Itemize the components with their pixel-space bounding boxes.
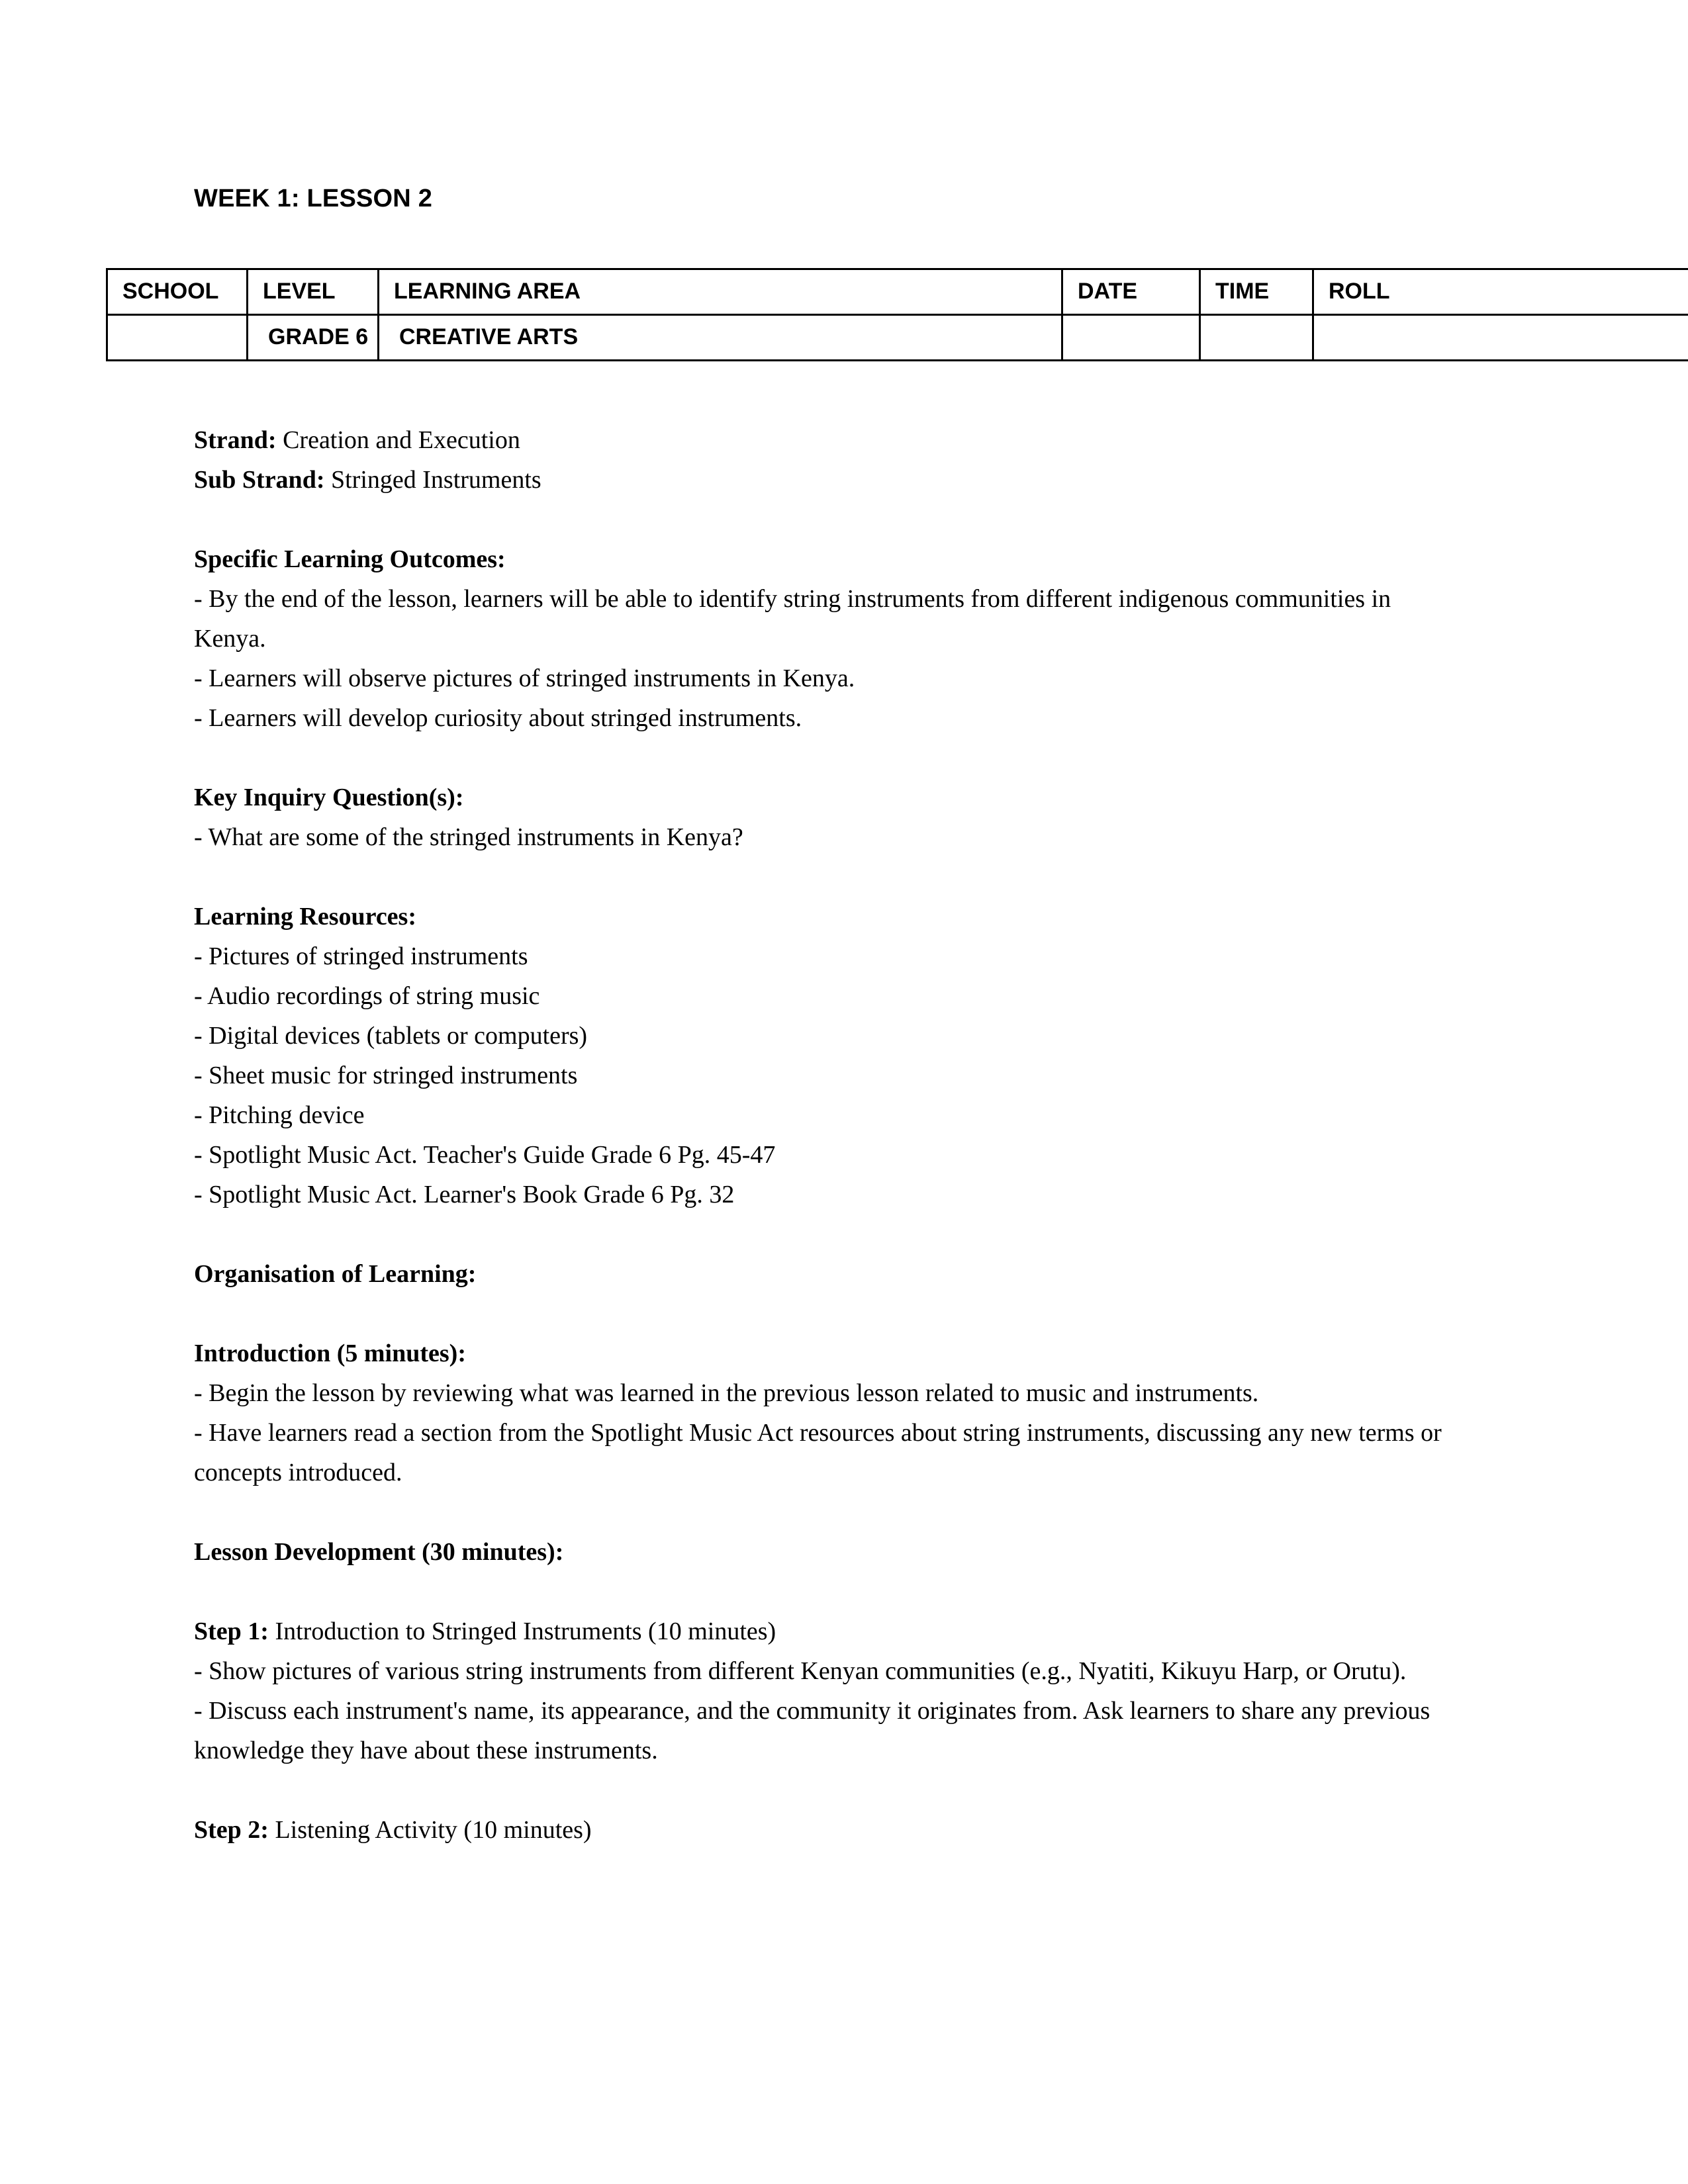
learning-resources-block <box>194 897 1442 1214</box>
table-header-time: TIME <box>1200 269 1313 315</box>
step-2-title: Listening Activity (10 minutes) <box>268 1816 592 1844</box>
table-header-date: DATE <box>1062 269 1200 315</box>
lesson-development-heading: Lesson Development (30 minutes): <box>194 1538 564 1566</box>
key-inquiry-questions-heading: Key Inquiry Question(s): <box>194 784 464 811</box>
step-2-block <box>194 1810 1442 1850</box>
list-item: - Show pictures of various string instruments from different Kenyan communities (e.g., Nyatiti, Kikuyu Harp, or Orutu). <box>194 1657 1407 1685</box>
list-item: - Discuss each instrument's name, its appearance, and the community it originates from. Ask learners to share any previous knowledge they have about these instruments. <box>194 1697 1430 1764</box>
strand-block <box>194 420 1442 500</box>
lesson-info-table <box>106 268 1688 361</box>
table-header-roll: ROLL <box>1313 269 1688 315</box>
table-header-level: LEVEL <box>248 269 379 315</box>
table-header-learning-area: LEARNING AREA <box>379 269 1062 315</box>
specific-learning-outcomes-block <box>194 539 1442 738</box>
list-item: - Have learners read a section from the Spotlight Music Act resources about string instruments, discussing any new terms or concepts introduced. <box>194 1419 1442 1486</box>
document-title-block <box>194 185 1438 213</box>
table-cell-roll[interactable] <box>1313 315 1688 361</box>
list-item: - Learners will observe pictures of stringed instruments in Kenya. <box>194 664 855 692</box>
lesson-development-block <box>194 1532 1442 1572</box>
spacer <box>194 1214 1442 1254</box>
spacer <box>194 1492 1442 1532</box>
key-inquiry-questions-block <box>194 778 1442 857</box>
table-cell-time[interactable] <box>1200 315 1313 361</box>
list-item: - Spotlight Music Act. Teacher's Guide Grade 6 Pg. 45-47 <box>194 1141 776 1169</box>
list-item: - Pictures of stringed instruments <box>194 942 528 970</box>
table-header-row <box>107 269 1688 315</box>
table-cell-school[interactable] <box>107 315 248 361</box>
table-row <box>107 315 1688 361</box>
sub-strand-line <box>194 460 1442 500</box>
step-1-block <box>194 1612 1442 1770</box>
list-item: - Sheet music for stringed instruments <box>194 1062 578 1089</box>
list-item: - Learners will develop curiosity about stringed instruments. <box>194 704 802 732</box>
table-header-school: SCHOOL <box>107 269 248 315</box>
learning-resources-heading: Learning Resources: <box>194 903 416 931</box>
step-1-label: Step 1: <box>194 1617 269 1645</box>
step-2-label: Step 2: <box>194 1816 269 1844</box>
document-body <box>194 420 1442 1850</box>
page-title: WEEK 1: LESSON 2 <box>194 185 433 212</box>
spacer <box>194 1572 1442 1612</box>
list-item: - Audio recordings of string music <box>194 982 540 1010</box>
strand-value: Creation and Execution <box>276 426 520 454</box>
table-cell-level[interactable]: GRADE 6 <box>248 315 379 361</box>
list-item: - What are some of the stringed instruments in Kenya? <box>194 823 743 851</box>
spacer <box>194 500 1442 539</box>
spacer <box>194 1770 1442 1810</box>
step-1-title: Introduction to Stringed Instruments (10 minutes) <box>268 1617 776 1645</box>
spacer <box>194 857 1442 897</box>
step-1-heading <box>194 1612 1442 1651</box>
step-2-heading <box>194 1810 1442 1850</box>
list-item: - Pitching device <box>194 1101 365 1129</box>
introduction-heading: Introduction (5 minutes): <box>194 1340 466 1367</box>
organisation-of-learning-block <box>194 1254 1442 1294</box>
sub-strand-label: Sub Strand: <box>194 466 325 494</box>
strand-line <box>194 420 1442 460</box>
list-item: - Begin the lesson by reviewing what was learned in the previous lesson related to music and instruments. <box>194 1379 1259 1407</box>
list-item: - Spotlight Music Act. Learner's Book Grade 6 Pg. 32 <box>194 1181 735 1208</box>
sub-strand-value: Stringed Instruments <box>324 466 541 494</box>
organisation-of-learning-heading: Organisation of Learning: <box>194 1260 477 1288</box>
spacer <box>194 738 1442 778</box>
spacer <box>194 1294 1442 1334</box>
introduction-block <box>194 1334 1442 1492</box>
list-item: - Digital devices (tablets or computers) <box>194 1022 588 1050</box>
lesson-info-table-wrapper <box>106 268 1581 361</box>
specific-learning-outcomes-heading: Specific Learning Outcomes: <box>194 545 506 573</box>
strand-label: Strand: <box>194 426 277 454</box>
table-cell-date[interactable] <box>1062 315 1200 361</box>
list-item: - By the end of the lesson, learners will be able to identify string instruments from different indigenous communities in Kenya. <box>194 585 1391 653</box>
table-cell-learning-area[interactable]: CREATIVE ARTS <box>379 315 1062 361</box>
